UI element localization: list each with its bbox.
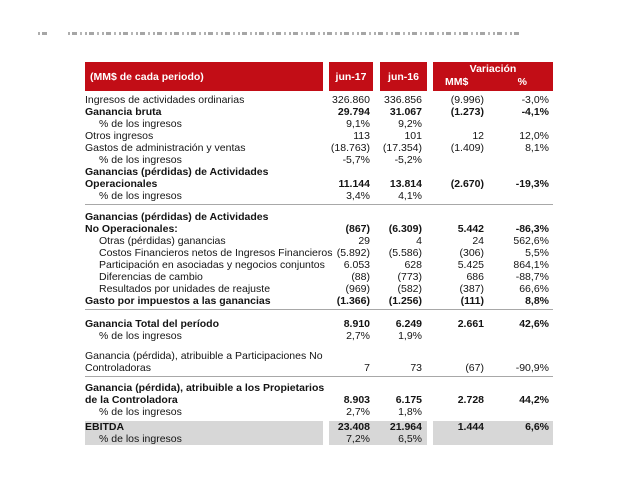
cell-variacion-pct: 12,0% bbox=[519, 130, 549, 142]
cell-variacion-mm: (111) bbox=[460, 295, 484, 307]
cell-variacion-pct: 5,5% bbox=[525, 247, 549, 259]
cell-jun17: 7 bbox=[364, 362, 370, 374]
cell-variacion-mm bbox=[427, 382, 489, 394]
cell-jun16: 9,2% bbox=[398, 118, 422, 130]
cell-variacion-mm bbox=[427, 406, 489, 418]
cell-variacion-mm: 12 bbox=[472, 130, 484, 142]
column-header-variacion-mm: MM$ bbox=[445, 76, 469, 88]
cell-variacion-pct bbox=[489, 118, 553, 130]
section-separator-line bbox=[85, 309, 553, 310]
cell-variacion-mm: 5.425 bbox=[457, 259, 484, 271]
row-spacer bbox=[85, 342, 553, 350]
cell-variacion-mm bbox=[427, 433, 489, 445]
table-row bbox=[85, 433, 553, 445]
cell-jun16: 21.964 bbox=[389, 421, 422, 433]
cell-variacion-pct: 42,6% bbox=[519, 318, 549, 330]
cell-variacion-mm: (1.409) bbox=[450, 142, 484, 154]
table-row bbox=[85, 421, 553, 433]
table-row bbox=[85, 406, 553, 418]
cell-variacion-pct bbox=[489, 382, 553, 394]
section-separator-line bbox=[85, 376, 553, 377]
table-row bbox=[85, 223, 553, 235]
cell-jun16: -5,2% bbox=[394, 154, 422, 166]
cell-jun16: (6.309) bbox=[388, 223, 422, 235]
cell-jun17: 23.408 bbox=[337, 421, 370, 433]
row-label: % de los ingresos bbox=[99, 330, 182, 342]
page-header-note-fragment bbox=[38, 32, 50, 35]
cell-variacion-pct: 864,1% bbox=[513, 259, 549, 271]
cell-jun17: -5,7% bbox=[342, 154, 370, 166]
table-row bbox=[85, 382, 553, 394]
cell-variacion-pct: 44,2% bbox=[519, 394, 549, 406]
cell-variacion-mm: (67) bbox=[465, 362, 484, 374]
cell-variacion-mm: 5.442 bbox=[457, 223, 484, 235]
cell-jun17: 29.794 bbox=[337, 106, 370, 118]
table-body bbox=[85, 91, 553, 445]
cell-jun17 bbox=[323, 382, 373, 394]
cell-jun16 bbox=[373, 211, 427, 223]
cell-variacion-mm: (306) bbox=[459, 247, 484, 259]
row-label: Operacionales bbox=[85, 178, 158, 190]
cell-jun16: (773) bbox=[397, 271, 422, 283]
row-label: Resultados por unidades de reajuste bbox=[99, 283, 271, 295]
row-label: de la Controladora bbox=[85, 394, 178, 406]
financial-results-table bbox=[85, 62, 553, 445]
cell-jun16: 336.856 bbox=[384, 94, 422, 106]
cell-variacion-pct: -19,3% bbox=[515, 178, 549, 190]
row-label: Gastos de administración y ventas bbox=[85, 142, 246, 154]
cell-jun16: 101 bbox=[404, 130, 422, 142]
row-label: Ganancia (pérdida), atribuible a los Propietarios bbox=[85, 382, 325, 394]
cell-variacion-pct: -4,1% bbox=[521, 106, 549, 118]
row-label: EBITDA bbox=[85, 421, 125, 433]
cell-variacion-pct: 8,1% bbox=[525, 142, 549, 154]
table-row bbox=[85, 394, 553, 406]
cell-variacion-pct: 6,6% bbox=[525, 421, 549, 433]
table-row bbox=[85, 350, 553, 362]
cell-variacion-mm bbox=[427, 330, 489, 342]
cell-jun16: 31.067 bbox=[389, 106, 422, 118]
row-label: Ganancias (pérdidas) de Actividades bbox=[85, 166, 269, 178]
cell-variacion-pct: -88,7% bbox=[515, 271, 549, 283]
cell-variacion-pct bbox=[489, 330, 553, 342]
cell-jun16 bbox=[373, 382, 427, 394]
row-label: Costos Financieros netos de Ingresos Financieros bbox=[99, 247, 333, 259]
cell-variacion-pct bbox=[489, 433, 553, 445]
cell-jun17: 11.144 bbox=[338, 178, 370, 190]
cell-jun16: 6.175 bbox=[395, 394, 422, 406]
cell-jun16: (582) bbox=[397, 283, 422, 295]
cell-jun17: 2,7% bbox=[346, 330, 370, 342]
cell-jun16 bbox=[373, 166, 427, 178]
table-row bbox=[85, 106, 553, 118]
cell-variacion-pct bbox=[489, 154, 553, 166]
column-header-variacion-subrow bbox=[433, 76, 553, 91]
cell-variacion-pct bbox=[489, 406, 553, 418]
row-label: Gasto por impuestos a las ganancias bbox=[85, 295, 271, 307]
cell-variacion-mm bbox=[427, 118, 489, 130]
cell-variacion-mm: 1.444 bbox=[457, 421, 484, 433]
cell-variacion-mm bbox=[427, 190, 489, 202]
cell-jun17: 7,2% bbox=[346, 433, 370, 445]
row-label: No Operacionales: bbox=[85, 223, 178, 235]
column-header-jun16 bbox=[380, 62, 427, 91]
cell-jun16: 4,1% bbox=[398, 190, 422, 202]
row-label: Ganancias (pérdidas) de Actividades bbox=[85, 211, 269, 223]
cell-jun16: 6.249 bbox=[395, 318, 422, 330]
cell-jun17: (18.763) bbox=[330, 142, 370, 154]
table-row bbox=[85, 295, 553, 307]
table-row bbox=[85, 94, 553, 106]
page-header-note bbox=[68, 32, 522, 35]
cell-jun16: 13.814 bbox=[389, 178, 422, 190]
column-header-jun16-text: jun-16 bbox=[388, 70, 419, 83]
cell-jun16 bbox=[373, 350, 427, 362]
row-label: Ganancia bruta bbox=[85, 106, 162, 118]
cell-jun17: 6.053 bbox=[343, 259, 370, 271]
row-label: Diferencias de cambio bbox=[99, 271, 203, 283]
row-label: % de los ingresos bbox=[99, 433, 182, 445]
cell-jun16: 1,8% bbox=[398, 406, 422, 418]
cell-jun16: 73 bbox=[410, 362, 422, 374]
cell-jun16: (5.586) bbox=[388, 247, 422, 259]
table-row bbox=[85, 259, 553, 271]
table-row bbox=[85, 118, 553, 130]
cell-variacion-pct bbox=[489, 350, 553, 362]
cell-jun17: 326.860 bbox=[332, 94, 370, 106]
cell-variacion-pct: 562,6% bbox=[513, 235, 549, 247]
column-header-period-label bbox=[85, 62, 323, 91]
table-row bbox=[85, 362, 553, 374]
table-row bbox=[85, 130, 553, 142]
column-header-variacion-group bbox=[433, 62, 553, 91]
cell-variacion-mm bbox=[427, 154, 489, 166]
cell-variacion-mm: (2.670) bbox=[450, 178, 484, 190]
cell-variacion-mm: 24 bbox=[472, 235, 484, 247]
cell-jun17: 8.903 bbox=[343, 394, 370, 406]
column-header-label-text: (MM$ de cada periodo) bbox=[90, 70, 204, 83]
column-header-jun17-text: jun-17 bbox=[335, 70, 367, 83]
cell-variacion-pct: 8,8% bbox=[525, 295, 549, 307]
cell-jun17: 3,4% bbox=[346, 190, 370, 202]
cell-jun17: 9,1% bbox=[346, 118, 370, 130]
table-row bbox=[85, 211, 553, 223]
cell-variacion-mm: (1.273) bbox=[450, 106, 484, 118]
cell-variacion-pct bbox=[489, 166, 553, 178]
row-label: Ganancia (pérdida), atribuible a Participaciones No bbox=[85, 350, 323, 362]
cell-jun17: (969) bbox=[345, 283, 370, 295]
row-label: Ganancia Total del período bbox=[85, 318, 219, 330]
table-row bbox=[85, 190, 553, 202]
table-row bbox=[85, 330, 553, 342]
row-label: Participación en asociadas y negocios conjuntos bbox=[99, 259, 325, 271]
row-label: Controladoras bbox=[85, 362, 151, 374]
cell-jun17: 8.910 bbox=[343, 318, 370, 330]
section-separator-line bbox=[85, 204, 553, 205]
cell-jun17: 2,7% bbox=[346, 406, 370, 418]
cell-jun17: (88) bbox=[351, 271, 370, 283]
column-header-jun17 bbox=[329, 62, 373, 91]
cell-jun16: 1,9% bbox=[398, 330, 422, 342]
cell-jun17: 113 bbox=[353, 130, 370, 142]
table-row bbox=[85, 235, 553, 247]
cell-variacion-mm: 686 bbox=[466, 271, 484, 283]
table-row bbox=[85, 142, 553, 154]
cell-jun16: (1.256) bbox=[388, 295, 422, 307]
column-header-variacion-pct: % bbox=[517, 76, 527, 88]
table-header-row bbox=[85, 62, 553, 91]
cell-variacion-mm: (387) bbox=[459, 283, 484, 295]
row-label: % de los ingresos bbox=[99, 154, 182, 166]
cell-variacion-mm bbox=[427, 166, 489, 178]
table-row bbox=[85, 247, 553, 259]
table-row bbox=[85, 166, 553, 178]
cell-variacion-mm bbox=[427, 211, 489, 223]
cell-variacion-pct: -86,3% bbox=[515, 223, 549, 235]
row-label: % de los ingresos bbox=[99, 118, 182, 130]
cell-jun16: 6,5% bbox=[398, 433, 422, 445]
cell-variacion-mm: 2.728 bbox=[457, 394, 484, 406]
table-row bbox=[85, 283, 553, 295]
cell-jun17 bbox=[323, 350, 373, 362]
cell-variacion-mm: 2.661 bbox=[457, 318, 484, 330]
row-label: Ingresos de actividades ordinarias bbox=[85, 94, 245, 106]
cell-variacion-pct: 66,6% bbox=[519, 283, 549, 295]
row-label: Otras (pérdidas) ganancias bbox=[99, 235, 226, 247]
row-label: % de los ingresos bbox=[99, 190, 182, 202]
cell-jun16: 628 bbox=[404, 259, 422, 271]
cell-variacion-pct bbox=[489, 211, 553, 223]
cell-jun17 bbox=[323, 211, 373, 223]
row-label: % de los ingresos bbox=[99, 406, 182, 418]
cell-variacion-mm: (9.996) bbox=[450, 94, 484, 106]
cell-jun17 bbox=[323, 166, 373, 178]
table-row bbox=[85, 318, 553, 330]
table-row bbox=[85, 178, 553, 190]
cell-variacion-pct: -3,0% bbox=[521, 94, 549, 106]
cell-variacion-mm bbox=[427, 350, 489, 362]
cell-variacion-pct bbox=[489, 190, 553, 202]
table-row bbox=[85, 271, 553, 283]
column-header-variacion: Variación bbox=[469, 63, 517, 75]
cell-jun16: (17.354) bbox=[382, 142, 422, 154]
cell-jun17: (1.366) bbox=[336, 295, 370, 307]
cell-variacion-pct: -90,9% bbox=[515, 362, 549, 374]
cell-jun16: 4 bbox=[416, 235, 422, 247]
cell-jun17: (867) bbox=[345, 223, 370, 235]
table-row bbox=[85, 154, 553, 166]
row-label: Otros ingresos bbox=[85, 130, 154, 142]
cell-jun17: 29 bbox=[358, 235, 370, 247]
cell-jun17: (5.892) bbox=[336, 247, 370, 259]
